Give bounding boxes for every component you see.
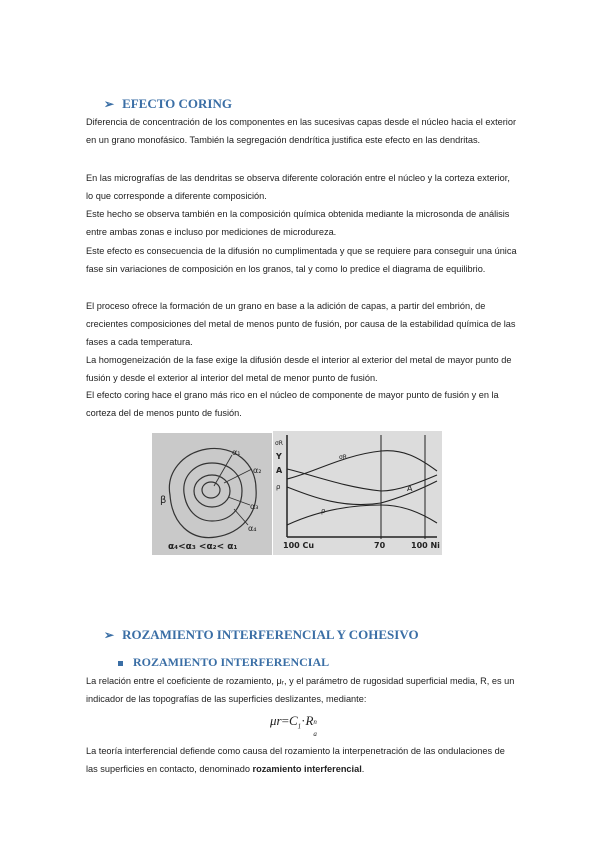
paragraph-text: El efecto coring hace el grano más rico en el núcleo de componente de mayor punto de fusión y en la corteza del de menos punto de fusión. <box>86 390 499 418</box>
paragraph-text: Este efecto es consecuencia de la difusión no cumplimentada y que se requiere para conseguir una única fase sin variaciones de composición en los granos, tal y como lo predice el diagrama de equilibrio. <box>86 246 517 274</box>
paragraph-text: Este hecho se observa también en la composición química obtenida mediante la microsonda de análisis entre ambas zonas e incluso por mediciones de microdureza. <box>86 209 510 237</box>
paragraph-text: La relación entre el coeficiente de rozamiento, μᵣ, y el parámetro de rugosidad superficial media, R, es un indicador de las topografías de las superficies deslizantes, mediante: <box>86 676 515 704</box>
formula-constant: C <box>288 713 298 728</box>
alpha2-label: α₂ <box>253 466 262 475</box>
formula-dot: · <box>301 713 306 728</box>
x-tick-100cu: 100 Cu <box>283 541 315 550</box>
paragraph <box>86 742 518 778</box>
arrow-bullet-icon: ➢ <box>104 97 115 111</box>
paragraph <box>86 169 518 241</box>
curve-label-a: A <box>407 484 413 493</box>
y-label-a: A <box>276 466 283 475</box>
paragraph <box>86 386 518 422</box>
properties-diagram <box>273 431 442 555</box>
subsection-title: ROZAMIENTO INTERFERENCIAL <box>133 655 330 669</box>
paragraph-text <box>86 742 518 778</box>
paragraph-text: La homogeneización de la fase exige la difusión desde el interior al exterior del metal de mayor punto de fusión y desde el exterior al interior del metal de menor punto de fusión. <box>86 355 512 383</box>
section-title: ROZAMIENTO INTERFERENCIAL Y COHESIVO <box>122 627 419 642</box>
friction-formula <box>270 713 320 738</box>
alpha-order-caption: α₄<α₃ <α₂< α₁ <box>168 542 238 552</box>
y-label-rho: ρ <box>276 483 281 491</box>
beta-label: β <box>160 495 167 506</box>
y-label-sigma: σR <box>275 440 283 447</box>
formula-roughness: R <box>305 713 314 728</box>
alpha3-label: α₃ <box>250 502 259 511</box>
curve-label-sigma: σR <box>339 454 347 461</box>
formula-exponent: n <box>313 718 317 726</box>
section-title: EFECTO CORING <box>122 96 232 111</box>
formula-constant-sub: 1 <box>297 722 302 731</box>
paragraph-text-start: La teoría interferencial defiende como causa del rozamiento la interpenetración de las ondulaciones de las superficies en contacto, denominado <box>86 746 505 774</box>
formula-roughness-sub: a <box>313 730 317 738</box>
arrow-bullet-icon: ➢ <box>104 628 115 642</box>
grain-layers-diagram <box>152 433 272 555</box>
paragraph-text-end: . <box>361 764 365 774</box>
paragraph <box>86 672 518 708</box>
properties-svg <box>273 431 442 555</box>
section-heading-efecto-coring <box>104 96 232 112</box>
grain-layers-svg <box>152 433 272 555</box>
section-heading-rozamiento <box>104 627 419 643</box>
paragraph-text: En las micrografías de las dendritas se observa diferente coloración entre el núcleo y la corteza exterior, lo que corresponde a diferente composición. <box>86 173 510 201</box>
formula-lhs: μr <box>270 713 282 728</box>
curve-label-rho: ρ <box>321 507 326 515</box>
alpha4-label: α₄ <box>248 524 257 533</box>
formula-equals: = <box>281 713 289 728</box>
paragraph-text: El proceso ofrece la formación de un grano en base a la adición de capas, a partir del embrión, de crecientes composiciones del metal de menos punto de fusión, por causa de la estabilidad química de las fases a cada temperatura. <box>86 301 516 347</box>
paragraph <box>86 113 518 149</box>
bold-term: rozamiento interferencial <box>252 764 362 774</box>
y-label-y: Y <box>276 452 282 461</box>
x-tick-70: 70 <box>374 541 386 550</box>
subsection-heading <box>118 655 329 670</box>
paragraph <box>86 242 518 278</box>
coring-figure <box>152 431 442 555</box>
paragraph-text: Diferencia de concentración de los componentes en las sucesivas capas desde el núcleo hacia el exterior en un grano monofásico. También la segregación dendrítica justifica este efecto en las dendritas. <box>86 117 517 145</box>
alpha1-label: α₁ <box>232 448 241 457</box>
square-bullet-icon <box>118 661 123 666</box>
x-tick-100ni: 100 Ni <box>411 541 440 550</box>
paragraph <box>86 297 518 387</box>
